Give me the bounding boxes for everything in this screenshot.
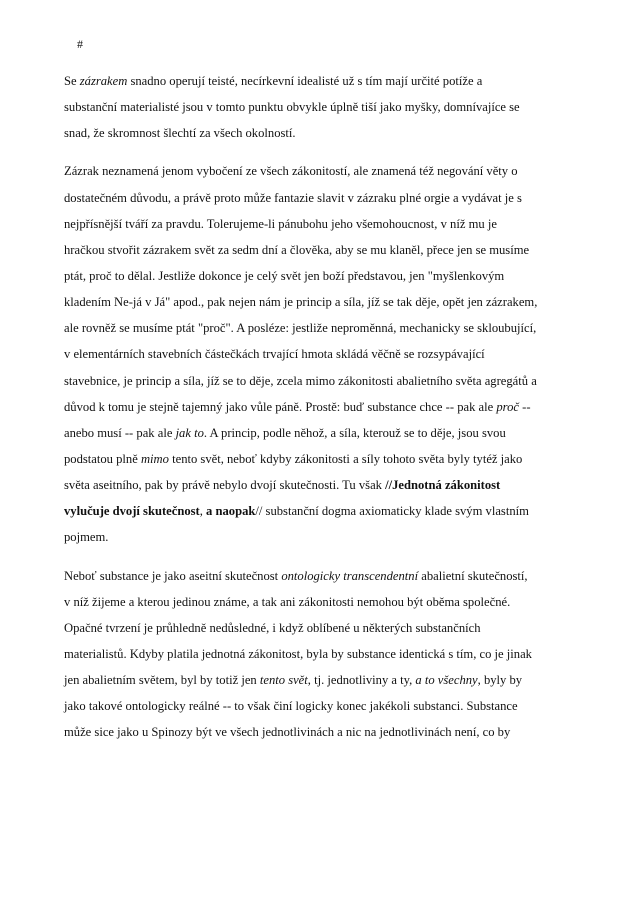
text-run: , tj. jednotliviny a ty, — [307, 673, 416, 688]
text-line — [64, 722, 580, 748]
text-run: v elementárních stavebních částečkách trvající hmota skládá věčně se rozsypávající — [64, 347, 485, 362]
text-line — [64, 97, 580, 123]
body-text — [64, 71, 580, 749]
paragraph-gap — [64, 554, 580, 566]
text-run: kladením Ne-já v Já" apod., pak nejen nám je princip a síla, jíž se tak děje, opět jen zázrakem, — [64, 295, 538, 310]
bold-run: a naopak — [206, 504, 256, 519]
text-run: ptát, proč to dělal. Jestliže dokonce je celý svět jen boží představou, jen "myšlenkovým — [64, 268, 505, 283]
text-run: důvod k tomu je stejně tajemný jako vůle páně. Prostě: buď substance chce -- pak ale — [64, 399, 497, 414]
text-run: podstatou plně — [64, 451, 141, 466]
text-run: jen abalietním světem, byl by totiž jen — [64, 673, 260, 688]
text-run: , byly by — [477, 673, 523, 688]
text-line — [64, 123, 580, 149]
text-run: Neboť substance je jako aseitní skutečnost — [64, 568, 282, 583]
text-line — [64, 161, 580, 187]
text-line — [64, 618, 580, 644]
text-run: anebo musí -- pak ale — [64, 425, 176, 440]
text-run: . A princip, podle něhož, a síla, kterouž se to děje, jsou svou — [203, 425, 506, 440]
italic-run: ontologicky transcendentní — [281, 568, 419, 583]
text-line — [64, 566, 580, 592]
text-line — [64, 644, 580, 670]
text-run: Zázrak neznamená jenom vybočení ze všech zákonitostí, ale znamená též negování věty o — [64, 164, 518, 179]
text-line — [64, 501, 580, 527]
text-line — [64, 397, 580, 423]
text-line — [64, 592, 580, 618]
text-line — [64, 527, 580, 553]
text-run: snadno operují teisté, necírkevní idealisté už s tím mají určité potíže a — [127, 74, 483, 88]
bold-run: vylučuje dvojí skutečnost — [64, 504, 200, 519]
text-line — [64, 344, 580, 370]
text-line — [64, 71, 580, 97]
text-line — [64, 371, 580, 397]
italic-run: a to všechny — [415, 673, 478, 688]
text-run: snad, že skromnost šlechtí za všech okolností. — [64, 126, 296, 141]
text-line — [64, 292, 580, 318]
text-line — [64, 266, 580, 292]
text-run: nejpřísnější tváří za pravdu. Tolerujeme-li pánubohu jeho všemohoucnost, v níž mu je — [64, 216, 497, 231]
text-run: Se — [64, 74, 80, 88]
text-run: stavebnice, je princip a síla, jíž se to děje, zcela mimo zákonitosti abalietního světa agregátů a — [64, 373, 537, 388]
italic-run: zázrakem — [79, 74, 128, 88]
text-line — [64, 475, 580, 501]
paragraph-gap — [64, 149, 580, 161]
text-run: materialistů. Kdyby platila jednotná zákonitost, byla by substance identická s tím, co je jinak — [64, 646, 532, 661]
italic-run: proč — [496, 399, 519, 414]
text-run: může sice jako u Spinozy být ve všech jednotlivinách a nic na jednotlivinách není, co by — [64, 725, 511, 740]
text-line — [64, 449, 580, 475]
text-line — [64, 188, 580, 214]
paragraph — [64, 71, 580, 149]
text-line — [64, 696, 580, 722]
text-run: jako takové ontologicky reálné -- to však činí logicky konec jakékoli substanci. Substance — [64, 699, 518, 714]
text-run: // substanční dogma axiomaticky klade svým vlastním — [255, 504, 529, 519]
text-run: , — [199, 504, 207, 519]
hash-mark: # — [77, 37, 83, 51]
text-run: -- — [518, 399, 531, 414]
italic-run: mimo — [140, 451, 169, 466]
text-run: hračkou stvořit zázrakem svět za sedm dní a člověka, aby se mu klaněl, přece jen se musíme — [64, 242, 530, 257]
text-run: světa aseitního, pak by právě nebylo dvojí skutečnosti. Tu však — [64, 478, 386, 493]
text-run: dostatečném důvodu, a právě proto může fantazie slavit v zázraku plné orgie a vydávat je s — [64, 190, 522, 205]
text-line — [64, 214, 580, 240]
text-run: ale rovněž se musíme ptát "proč". A posléze: jestliže neproměnná, mechanicky se skloubující, — [64, 321, 537, 336]
paragraph — [64, 161, 580, 553]
text-run: pojmem. — [64, 530, 109, 545]
text-line — [64, 240, 580, 266]
text-line — [64, 423, 580, 449]
text-line — [64, 670, 580, 696]
text-line — [64, 318, 580, 344]
bold-run: //Jednotná zákonitost — [385, 478, 501, 493]
paragraph — [64, 566, 580, 749]
text-run: substanční materialisté jsou v tomto punktu obvykle úplně tiší jako myšky, domnívajíce se — [64, 100, 520, 115]
text-run: tento svět, neboť kdyby zákonitosti a síly tohoto světa byly tytéž jako — [168, 451, 523, 466]
italic-run: jak to — [175, 425, 204, 440]
italic-run: tento svět — [259, 673, 308, 688]
text-run: v níž žijeme a kterou jedinou známe, a tak ani zákonitosti nemohou být oběma společné. — [64, 594, 511, 609]
text-run: Opačné tvrzení je průhledně nedůsledné, i když oblíbené u některých substančních — [64, 620, 481, 635]
text-run: abalietní skutečností, — [418, 568, 528, 583]
